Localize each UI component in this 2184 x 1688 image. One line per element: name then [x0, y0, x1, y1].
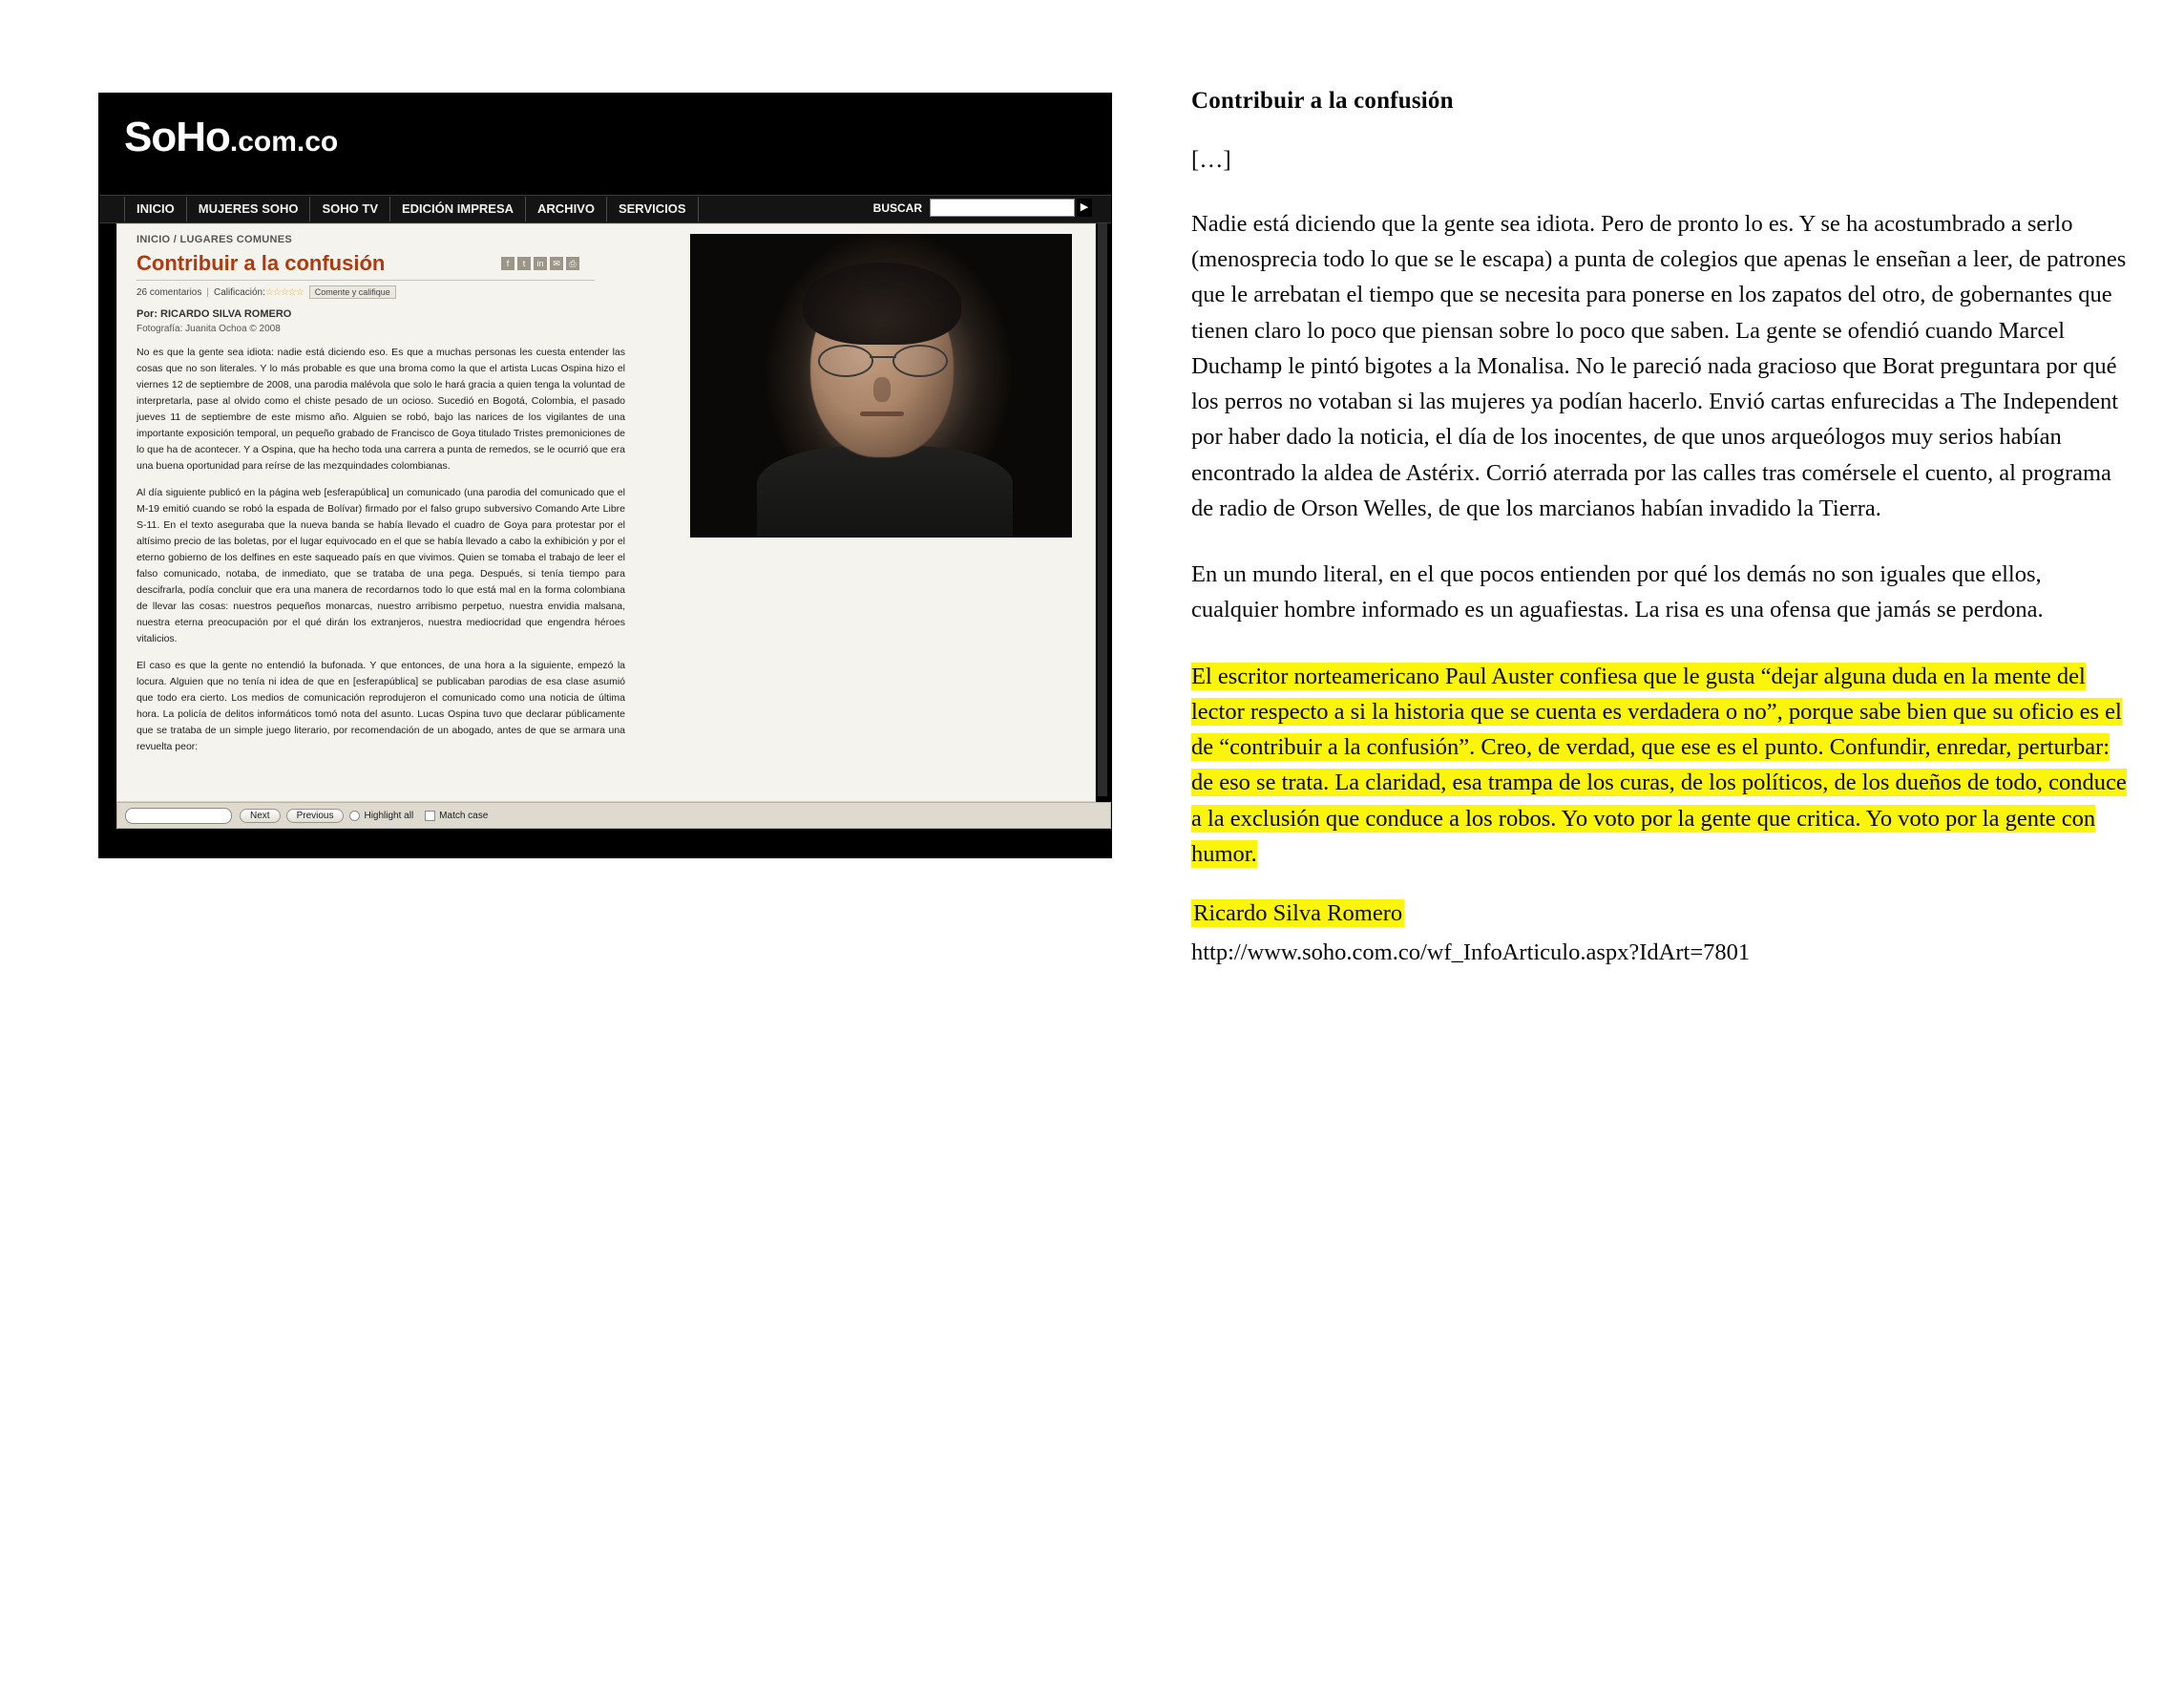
- article-meta: [136, 285, 396, 299]
- source-url: http://www.soho.com.co/wf_InfoArticulo.aspx?IdArt=7801: [1191, 939, 1751, 965]
- highlighted-paragraph: [1191, 659, 2127, 872]
- author-signature: [1191, 897, 2127, 932]
- highlighted-text: El escritor norteamericano Paul Auster confiesa que le gusta “dejar alguna duda en la mente del lector respecto a si la historia que se cuenta es verdadera o no”, porque sabe bien que su oficio es el de “contribuir a la confusión”. Creo, de verdad, que ese es el punto. Confundir, enredar, perturbar: de eso se trata. La claridad, esa trampa de los curas, de los políticos, de los dueños de todo, conduce a la exclusión que conduce a los robos. Yo voto por la gente que critica. Yo voto por la gente con humor.: [1191, 663, 2127, 867]
- title-divider: [136, 280, 595, 281]
- find-previous-button[interactable]: Previous: [286, 809, 345, 823]
- article-body: [136, 345, 625, 766]
- document-paragraph-2: En un mundo literal, en el que pocos entienden por qué los demás no son iguales que ellos, cualquier hombre informado es un aguafiestas. La risa es una ofensa que jamás se perdona.: [1191, 561, 2044, 623]
- document-paragraph-1: Nadie está diciendo que la gente sea idiota. Pero de pronto lo es. Y se ha acostumbrado a serlo (menosprecia todo lo que se le escapa) a punta de colegios que apenas le enseñan a leer, de patrones que le arrebatan el tiempo que se necesita para ponerse en los zapatos del otro, de gobernantes que tienen claro lo poco que piensan sobre lo poco que saben. La gente se ofendió cuando Marcel Duchamp le pintó bigotes a la Monalisa. No le pareció nada gracioso que Borat preguntara por qué los perros no votaban si las mujeres ya podían hacerlo. Envió cartas enfurecidas a The Independent por haber dado la noticia, el día de los inocentes, de que unos arqueólogos muy serios habían encontrado la aldea de Astérix. Corrió aterrada por las calles tras comérsele el cuento, al programa de radio de Orson Welles, de que los marcianos habían invadido la Tierra.: [1191, 211, 2127, 521]
- facebook-icon[interactable]: f: [501, 257, 514, 270]
- portrait-hair: [803, 263, 961, 345]
- find-input[interactable]: [125, 808, 232, 824]
- site-logo: [124, 116, 338, 158]
- comments-count[interactable]: 26 comentarios: [136, 286, 202, 298]
- search-label: BUSCAR: [872, 200, 922, 215]
- search-area[interactable]: [873, 199, 1092, 217]
- search-submit-icon[interactable]: ▶: [1077, 199, 1092, 217]
- nav-item-archivo[interactable]: ARCHIVO: [526, 197, 607, 222]
- match-case-checkbox-icon[interactable]: [425, 811, 435, 821]
- author-signature-text: Ricardo Silva Romero: [1193, 899, 1403, 926]
- browser-screenshot: [99, 94, 1111, 857]
- browser-window: [99, 94, 1111, 857]
- portrait-nose: [873, 377, 891, 402]
- share-icons[interactable]: [501, 257, 579, 270]
- email-icon[interactable]: ✉: [550, 257, 563, 270]
- nav-item-mujeres-soho[interactable]: MUJERES SOHO: [187, 197, 311, 222]
- rating-label: Calificación:: [213, 286, 265, 298]
- site-logo-suffix: .com.co: [229, 126, 339, 158]
- find-toolbar[interactable]: [116, 802, 1111, 829]
- site-logo-main: SoHo: [124, 114, 230, 160]
- article-paragraph-1: No es que la gente sea idiota: nadie está diciendo eso. Es que a muchas personas les cuesta entender las cosas que no son literales. Y lo más probable es que una broma como la que el artista Lucas Ospina hizo el viernes 12 de septiembre de 2008, una parodia malévola que solo le hará gracia a quien tenga la voluntad de interpretarla, pase al olvido como el chiste pesado de un ocioso. Sucedió en Bogotá, Colombia, el pasado jueves 11 de septiembre de este mismo año. Alguien se robó, bajo las narices de los vigilantes de una importante exposición temporal, un pequeño grabado de Francisco de Goya titulado Tristes premoniciones de lo que ha de acontecer. Y a Ospina, que ha hecho toda una carrera a punta de remedos, se le ocurrió que era una buena oportunidad para reírse de las mezquindades colombianas.: [136, 347, 625, 472]
- article-paragraph-3: El caso es que la gente no entendió la bufonada. Y que entonces, de una hora a la siguiente, empezó la locura. Alguien que no tenía ni idea de que en [esferapública] se publicaban parodias de esa clase asumió que todo era cierto. Los medios de comunicación reprodujeron el comunicado como una noticia de última hora. La policía de delitos informáticos tomó nota del asunto. Lucas Ospina tuvo que declarar públicamente que se trataba de un simple juego literario, por recomendación de un abogado, antes de que se armara una revuelta peor:: [136, 660, 625, 752]
- search-input[interactable]: [930, 199, 1075, 217]
- nav-item-edicion-impresa[interactable]: EDICIÓN IMPRESA: [390, 197, 526, 222]
- portrait-shirt: [757, 446, 1013, 538]
- highlight-all-radio-icon[interactable]: [349, 811, 360, 821]
- print-icon[interactable]: ⎙: [566, 257, 579, 270]
- portrait-mouth: [860, 411, 904, 416]
- nav-item-servicios[interactable]: SERVICIOS: [607, 197, 699, 222]
- match-case-label: Match case: [439, 810, 489, 821]
- ellipsis-marker: […]: [1191, 147, 1231, 173]
- article-container: [116, 223, 1096, 802]
- rating-stars[interactable]: ☆☆☆☆☆: [264, 286, 304, 298]
- linkedin-icon[interactable]: in: [534, 257, 547, 270]
- meta-separator-1: |: [206, 286, 209, 298]
- rate-button[interactable]: Comente y califique: [309, 285, 396, 299]
- find-next-button[interactable]: Next: [240, 809, 281, 823]
- nav-item-soho-tv[interactable]: SOHO TV: [310, 197, 390, 222]
- document-column: [1191, 88, 2127, 970]
- article-paragraph-2: Al día siguiente publicó en la página web [esferapública] un comunicado (una parodia del comunicado que el M-19 emitió cuando se robó la espada de Bolívar) firmado por el falso grupo subversivo Comando Arte Libre S-11. En el texto aseguraba que la nueva banda se había llevado el cuadro de Goya para protestar por el altísimo precio de las boletas, por el lugar equivocado en el que se había llevado a cabo la exhibición y por el eterno gobierno de los delfines en este saqueado país en que vivimos. Quien se tomaba el trabajo de leer el falso comunicado, notaba, de inmediato, que se trataba de una pega. Después, si tenía tiempo para descifrarla, podía concluir que era una manera de recordarnos todo lo que está mal en la forma colombiana de llevar las cosas: nuestros pequeños monarcas, nuestro arribismo perpetuo, nuestra envidia malsana, nuestra eterna preocupación por el qué dirán los extranjeros, nuestra mediocridad que engendra héroes vitalicios.: [136, 487, 625, 644]
- glasses-left-lens: [818, 345, 873, 377]
- article-title: Contribuir a la confusión: [136, 251, 386, 275]
- author-portrait-photo: [690, 234, 1072, 538]
- page-scrollbar[interactable]: [1098, 223, 1107, 796]
- match-case-toggle[interactable]: [425, 811, 488, 821]
- highlight-all-label: Highlight all: [364, 810, 414, 821]
- twitter-icon[interactable]: t: [517, 257, 531, 270]
- breadcrumb[interactable]: INICIO / LUGARES COMUNES: [136, 234, 293, 245]
- glasses-icon: [818, 345, 948, 373]
- photo-credit: Fotografía: Juanita Ochoa © 2008: [136, 324, 281, 334]
- article-byline: Por: RICARDO SILVA ROMERO: [136, 308, 292, 320]
- document-title: Contribuir a la confusión: [1191, 88, 1454, 114]
- glasses-right-lens: [892, 345, 948, 377]
- highlight-all-toggle[interactable]: [349, 811, 413, 821]
- nav-item-inicio[interactable]: INICIO: [124, 197, 187, 222]
